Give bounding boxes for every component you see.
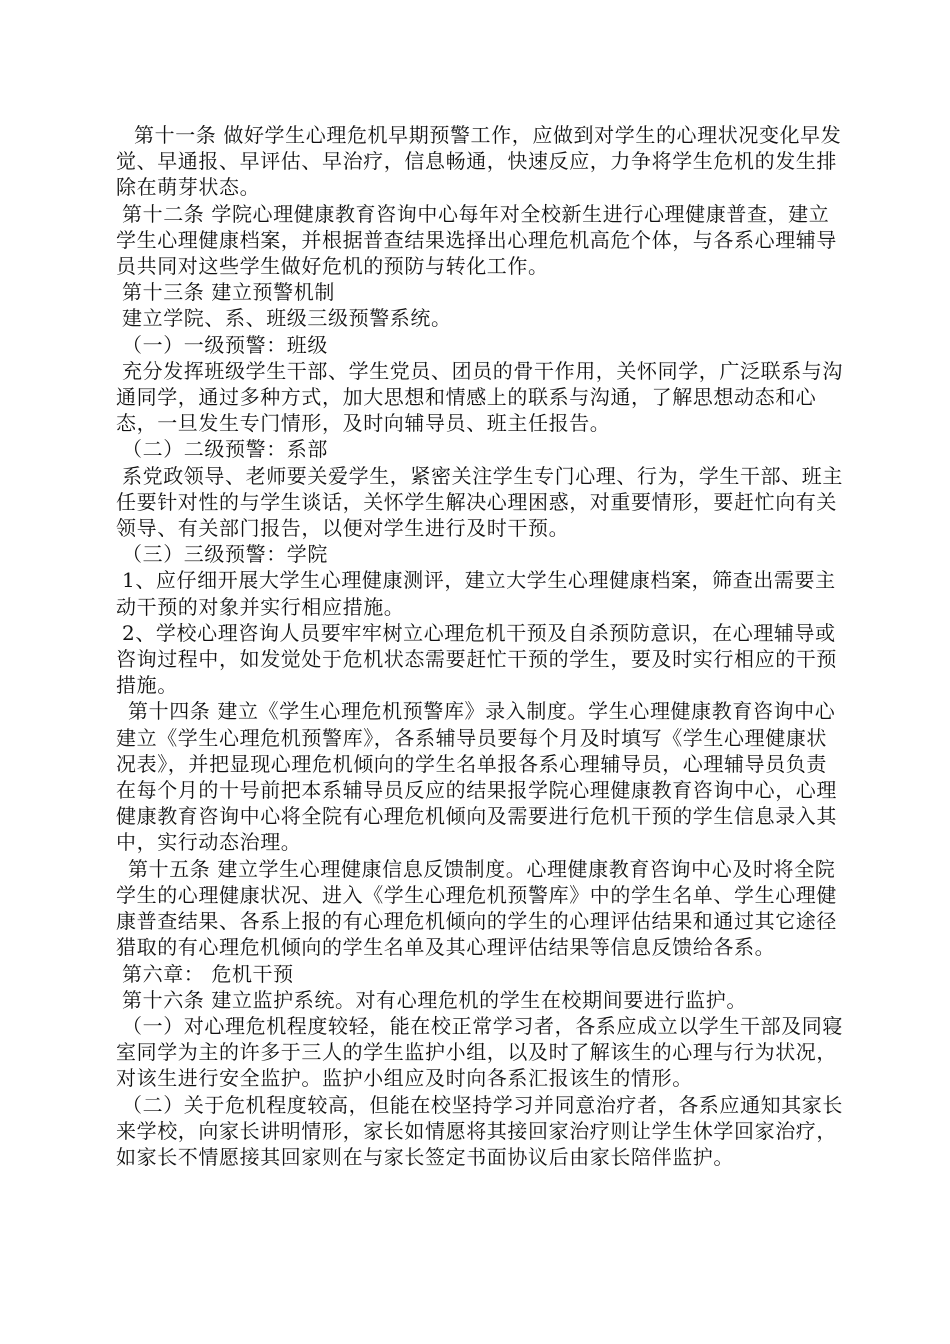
paragraph-level-3-item-1: 1、应仔细开展大学生心理健康测评，建立大学生心理健康档案，筛查出需要主动干预的对象并实行相应措施。 bbox=[116, 568, 836, 619]
paragraph-article-15: 第十五条 建立学生心理健康信息反馈制度。心理健康教育咨询中心及时将全院学生的心理健康状况、进入《学生心理危机预警库》中的学生名单、学生心理健康普查结果、各系上报的有心理危机倾向的学生的心理评估结果和通过其它途径猎取的有心理危机倾向的学生名单及其心理评估结果等信息反馈给各系。 bbox=[116, 856, 837, 960]
paragraph-level-1-heading: （一）一级预警：班级 bbox=[122, 332, 328, 357]
document-body bbox=[116, 122, 846, 1170]
paragraph-article-14: 第十四条 建立《学生心理危机预警库》录入制度。学生心理健康教育咨询中心建立《学生心理危机预警库》，各系辅导员要每个月及时填写《学生心理健康状况表》，并把显现心理危机倾向的学生名单报各系心理辅导员，心理辅导员负责在每个月的十号前把本系辅导员反应的结果报学院心理健康教育咨询中心，心理健康教育咨询中心将全院有心理危机倾向及需要进行危机干预的学生信息录入其中，实行动态治理。 bbox=[116, 699, 837, 855]
paragraph-level-3-heading: （三）三级预警：学院 bbox=[122, 542, 328, 567]
paragraph-level-2-body: 系党政领导、老师要关爱学生，紧密关注学生专门心理、行为，学生干部、班主任要针对性的与学生谈话，关怀学生解决心理困惑，对重要情形，要赶忙向有关领导、有关部门报告，以便对学生进行及时干预。 bbox=[116, 463, 843, 541]
paragraph-warning-system: 建立学院、系、班级三级预警系统。 bbox=[122, 306, 452, 331]
paragraph-article-11: 第十一条 做好学生心理危机早期预警工作，应做到对学生的心理状况变化早发觉、早通报、早评估、早治疗，信息畅通，快速反应，力争将学生危机的发生排除在萌芽状态。 bbox=[116, 123, 842, 200]
paragraph-article-13-heading: 第十三条 建立预警机制 bbox=[122, 280, 335, 305]
paragraph-article-16-item-1: （一）对心理危机程度较轻，能在校正常学习者，各系应成立以学生干部及同寝室同学为主的许多于三人的学生监护小组，以及时了解该生的心理与行为状况，对该生进行安全监护。监护小组应及时向各系汇报该生的情形。 bbox=[116, 1013, 843, 1091]
paragraph-article-12: 第十二条 学院心理健康教育咨询中心每年对全校新生进行心理健康普查，建立学生心理健康档案，并根据普查结果选择出心理危机高危个体，与各系心理辅导员共同对这些学生做好危机的预防与转化工作。 bbox=[116, 201, 837, 279]
paragraph-article-16: 第十六条 建立监护系统。对有心理危机的学生在校期间要进行监护。 bbox=[122, 987, 747, 1012]
paragraph-article-16-item-2: （二）关于危机程度较高，但能在校坚持学习并同意治疗者，各系应通知其家长来学校，向家长讲明情形，家长如情愿将其接回家治疗则让学生休学回家治疗，如家长不情愿接其回家则在与家长签定书面协议后由家长陪伴监护。 bbox=[116, 1092, 843, 1169]
paragraph-level-3-item-2: 2、学校心理咨询人员要牢牢树立心理危机干预及自杀预防意识，在心理辅导或咨询过程中，如发觉处于危机状态需要赶忙干预的学生，要及时实行相应的干预措施。 bbox=[116, 620, 837, 698]
paragraph-level-2-heading: （二）二级预警：系部 bbox=[122, 437, 328, 462]
paragraph-level-1-body: 充分发挥班级学生干部、学生党员、团员的骨干作用，关怀同学，广泛联系与沟通同学，通过多种方式，加大思想和情感上的联系与沟通，了解思想动态和心态，一旦发生专门情形，及时向辅导员、班主任报告。 bbox=[116, 358, 843, 436]
chapter-6-heading: 第六章： 危机干预 bbox=[122, 961, 294, 986]
